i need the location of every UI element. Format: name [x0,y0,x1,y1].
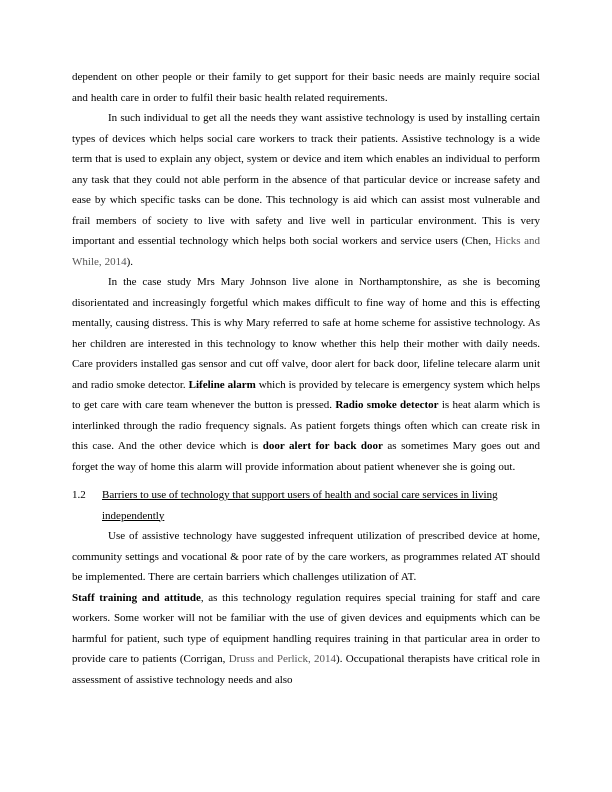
paragraph-text: ). Occupational therapists have critical role in assessment of assistive technology needs and also [72,653,540,686]
bold-term: Staff training and attitude [72,591,201,604]
section-number: 1.2 [72,489,86,501]
paragraph-text: Use of assistive technology have suggested infrequent utilization of prescribed device at home, community settings and vocational & poor rate of by the care workers, as programmes related AT should be implemented. There are certain barriers which challenges utilization of AT. [72,530,540,583]
paragraph-text: In the case study Mrs Mary Johnson live alone in Northamptonshire, as she is becoming disorientated and increasingly forgetful which makes difficult to fine way of home and this is effecting mentally, causing distress. This is why Mary referred to safe at home scheme for assistive technology. As her children are interested in this technology to know whether this help their mother with daily needs. Care providers installed gas sensor and cut off valve, door alert for back door, lifeline telecare alarm unit and radio smoke detector. [72,276,540,391]
paragraph-text: , as this technology regulation requires special training for staff and care workers. Some worker will not be familiar with the use of given devices and equipments which can be harmful for patient, such type of equipment handling requires training in that particular area in order to provide care to patients (Corrigan, [72,591,540,665]
section-heading [72,485,540,526]
section-title-line1: Barriers to use of technology that support users of health and social care services in living [102,489,498,501]
paragraph-continuation [72,67,540,108]
bold-term: Lifeline alarm [188,378,256,391]
paragraph-text: as sometimes Mary goes out and forget the way of home this alarm will provide information about patient whenever she is going out. [72,440,540,473]
paragraph-case-study [72,272,540,477]
bold-term: door alert for back door [262,440,383,452]
section-title-line2: independently [102,509,165,522]
paragraph-staff-training [72,588,540,691]
paragraph-text: dependent on other people or their family to get support for their basic needs are mainly require social and health care in order to fulfil their basic health related requirements. [72,71,540,104]
citation: Hicks and While, 2014 [72,235,541,268]
paragraph-barriers [72,526,540,588]
paragraph-text: is heat alarm which is interlinked through the radio frequency signals. As patient forgets things often which can create risk in this case. And the other device which is [72,399,541,452]
bold-term: Radio smoke detector [335,399,439,411]
paragraph-text: ). [126,255,133,268]
paragraph-text: In such individual to get all the needs they want assistive technology is used by installing certain types of devices which helps social care workers to track their patients. Assistive technology is a wide term that is used to explain any object, system or device and item which enables an individual to perform any task that they could not able perform in the absence of that particular device or increase safety and ease by which specific tasks can be done. This technology is aid which can assist most vulnerable and frail members of society to live with safety and live well in particular environment. This is very important and essential technology which helps both social workers and service users (Chen, [72,112,540,247]
citation: Druss and Perlick, 2014 [228,653,337,665]
paragraph-assistive-technology [72,108,540,272]
paragraph-text: which is provided by telecare is emergency system which helps to get care with care team whenever the button is pressed. [72,378,540,411]
